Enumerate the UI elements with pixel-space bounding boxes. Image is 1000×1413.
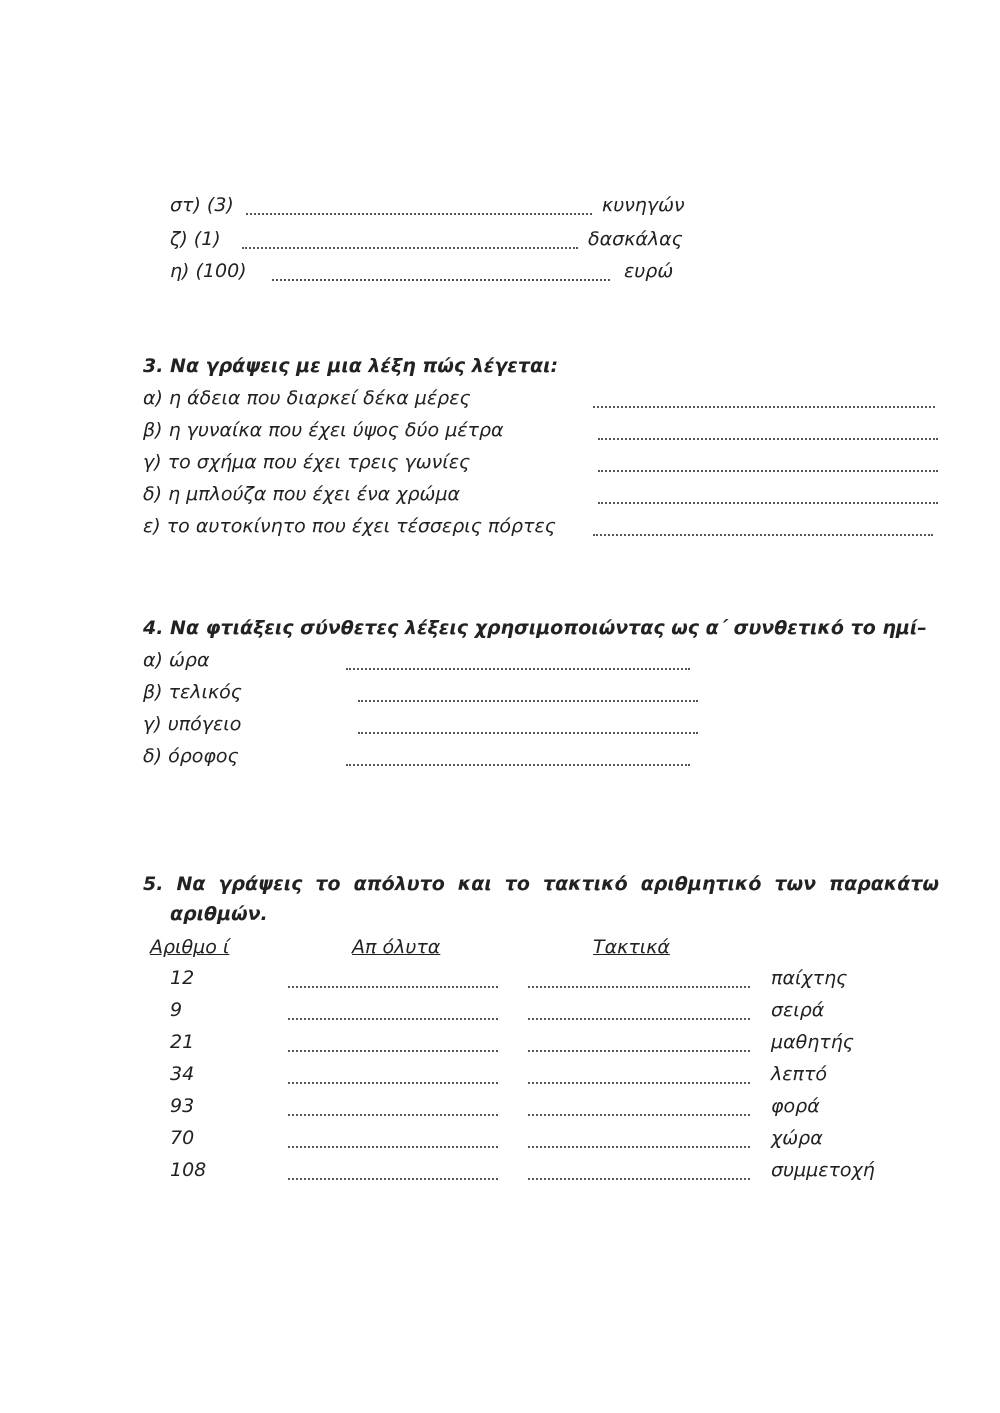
col-header-ordinal: Τακτικά	[593, 936, 670, 958]
ordinal-blank[interactable]	[528, 1050, 750, 1052]
s2-item-i-blank[interactable]	[272, 279, 610, 281]
s4-item-d-blank[interactable]	[346, 764, 690, 766]
section5-heading-line2: αριθμών.	[170, 903, 268, 925]
row-noun: μαθητής	[771, 1031, 854, 1053]
absolute-blank[interactable]	[288, 1114, 498, 1116]
s3-item-d-blank[interactable]	[598, 502, 938, 504]
ordinal-blank[interactable]	[528, 1018, 750, 1020]
s4-item-a-blank[interactable]	[346, 668, 690, 670]
row-noun: χώρα	[771, 1127, 823, 1149]
s2-item-i-label: η) (100)	[170, 260, 247, 282]
row-number: 9	[170, 999, 183, 1021]
section5-heading-line1: 5. Να γράψεις το απόλυτο και το τακτικό αριθμητικό των παρακάτω	[143, 873, 939, 895]
row-number: 12	[170, 967, 195, 989]
row-noun: παίχτης	[771, 967, 848, 989]
s4-item-b-blank[interactable]	[358, 700, 698, 702]
row-noun: φορά	[771, 1095, 820, 1117]
section3-heading: 3. Να γράψεις με μια λέξη πώς λέγεται:	[143, 355, 559, 377]
s3-item-a-blank[interactable]	[593, 406, 935, 408]
ordinal-blank[interactable]	[528, 986, 750, 988]
row-noun: λεπτό	[771, 1063, 828, 1085]
ordinal-blank[interactable]	[528, 1178, 750, 1180]
row-number: 34	[170, 1063, 195, 1085]
s3-item-e-blank[interactable]	[593, 534, 933, 536]
row-number: 93	[170, 1095, 195, 1117]
s3-item-d: δ) η μπλούζα που έχει ένα χρώμα	[143, 483, 461, 505]
col-header-numbers: Αριθμο ί	[150, 936, 230, 958]
absolute-blank[interactable]	[288, 1082, 498, 1084]
row-noun: συμμετοχή	[771, 1159, 875, 1181]
s3-item-e: ε) το αυτοκίνητο που έχει τέσσερις πόρτες	[143, 515, 556, 537]
s2-item-z-label: ζ) (1)	[170, 228, 221, 250]
row-number: 108	[170, 1159, 207, 1181]
absolute-blank[interactable]	[288, 1018, 498, 1020]
s4-item-b: β) τελικός	[143, 681, 242, 703]
row-number: 70	[170, 1127, 195, 1149]
absolute-blank[interactable]	[288, 1050, 498, 1052]
s2-item-st-word: κυνηγών	[602, 194, 685, 216]
s3-item-b: β) η γυναίκα που έχει ύψος δύο μέτρα	[143, 419, 504, 441]
absolute-blank[interactable]	[288, 1146, 498, 1148]
s4-item-g: γ) υπόγειο	[143, 713, 242, 735]
s2-item-st-blank[interactable]	[246, 213, 592, 215]
row-noun: σειρά	[771, 999, 825, 1021]
s3-item-g: γ) το σχήμα που έχει τρεις γωνίες	[143, 451, 471, 473]
s3-item-a: α) η άδεια που διαρκεί δέκα μέρες	[143, 387, 471, 409]
ordinal-blank[interactable]	[528, 1146, 750, 1148]
s2-item-z-word: δασκάλας	[588, 228, 683, 250]
absolute-blank[interactable]	[288, 1178, 498, 1180]
section4-heading: 4. Να φτιάξεις σύνθετες λέξεις χρησιμοποιώντας ως α΄ συνθετικό το ημί–	[143, 617, 927, 639]
s4-item-d: δ) όροφος	[143, 745, 239, 767]
s2-item-st-label: στ) (3)	[170, 194, 234, 216]
s3-item-g-blank[interactable]	[598, 470, 938, 472]
s3-item-b-blank[interactable]	[598, 438, 938, 440]
absolute-blank[interactable]	[288, 986, 498, 988]
col-header-absolute: Απ όλυτα	[352, 936, 441, 958]
ordinal-blank[interactable]	[528, 1082, 750, 1084]
ordinal-blank[interactable]	[528, 1114, 750, 1116]
s2-item-z-blank[interactable]	[242, 247, 578, 249]
s2-item-i-word: ευρώ	[624, 260, 674, 282]
s4-item-a: α) ώρα	[143, 649, 210, 671]
row-number: 21	[170, 1031, 195, 1053]
s4-item-g-blank[interactable]	[358, 732, 698, 734]
